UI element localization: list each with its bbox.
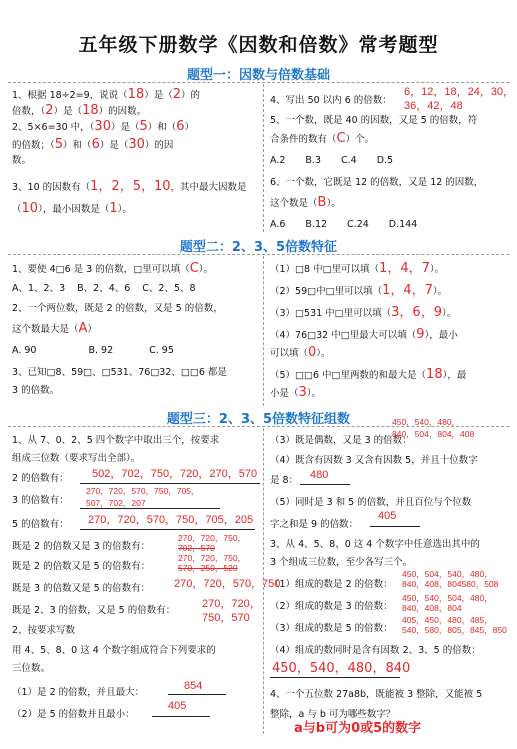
s3-t1-label: （1）组成的数是 2 的倍数： [270, 579, 393, 590]
s3-l6-answer: 270，720，570，750 [174, 578, 281, 590]
s3-l7-answer-2: 750，570 [202, 612, 250, 624]
s2-r2: （2）59□中□里可以填（1，4，7）。 [270, 283, 448, 298]
s3-l2-answer-2: 507，702，207 [86, 498, 146, 508]
s3-l2-answer-1: 270，720，570，750，705， [86, 486, 200, 496]
s3-q2-line3: 三位数。 [12, 663, 51, 674]
answer-line [80, 529, 255, 530]
s3-rr3-answer-2: 840，504，804，408 [392, 429, 475, 439]
s3-rr4-line2: 是 8： [270, 475, 299, 486]
s3-t3-label: （3）组成的数是 5 的倍数： [270, 623, 393, 634]
s1-q2-line1: 2、5×6=30 中，（30）是（5）和（6） [12, 119, 195, 134]
s3-q2-line2: 用 4、5、8、0 这 4 个数字组成符合下列要求的 [12, 645, 216, 656]
s3-l4-answer-2: 702，570 [178, 543, 215, 553]
s3-t4-answer: 450，540，480，840 [272, 661, 411, 676]
s3-l4-answer-1: 270，720，750， [178, 533, 247, 543]
s3-q4-answer: a与b可为0或5的数字 [294, 721, 422, 736]
section-heading-2: 题型二：2、3、5倍数特征 [179, 240, 338, 255]
answer-line [300, 484, 350, 485]
s3-rr4-answer: 480 [310, 469, 329, 481]
s3-rr3-label: （3）既是偶数，又是 3 的倍数： [270, 435, 412, 446]
answer-line [80, 483, 260, 484]
s3-rr4-line1: （4）既含有因数 3 又含有因数 5，并且十位数字 [270, 455, 478, 466]
s3-q4-line2: 整除，a 与 b 可为哪些数字？ [270, 709, 396, 720]
s3-l7-answer-1: 270，720， [202, 598, 261, 610]
s3-t4-label: （4）组成的数同时是含有因数 2、3、5 的倍数： [270, 645, 481, 656]
s3-t2-label: （2）组成的数是 3 的倍数： [270, 601, 393, 612]
answer-line [168, 694, 226, 695]
s3-q4-line1: 4、一个五位数 27a8b，既能被 3 整除，又能被 5 [270, 689, 483, 700]
s3-q2-line1: 2、按要求写数 [12, 625, 76, 636]
column-divider [263, 256, 264, 406]
s1-q3-line2: （10），最小因数是（1）。 [12, 201, 132, 216]
s3-l3-answer: 270，720，570，750，705，205 [88, 514, 254, 526]
s1-q1-line2: 倍数，（2）是（18）的因数。 [12, 103, 147, 118]
s1-q4-answer-1: 6，12，18，24，30， [404, 86, 515, 98]
s1-q1-line1: 1、根据 18÷2=9，说说（18）是（2）的 [12, 87, 201, 102]
s3-t1-answer-2: 840，408，804580，508 [402, 579, 499, 589]
s2-r5-line2: 小是（3）。 [270, 385, 322, 400]
s3-q1-line1: 1、从 7、0、2、5 四个数字中取出三个，按要求 [12, 435, 220, 446]
s3-l5-label: 既是 2 的倍数又是 5 的倍数有： [12, 561, 151, 572]
s3-l1-answer: 502，702，750，720，270，570 [92, 468, 258, 480]
s3-p1-label: （1）是 2 的倍数，并且最大： [12, 687, 145, 698]
s2-r5-line1: （5）□□6 中□里两数的和最大是（18），最 [270, 367, 467, 382]
s1-q5-line1: 5、一个数，既是 40 的因数，又是 5 的倍数，符 [270, 115, 478, 126]
s2-r4-line1: （4）76□32 中□里最大可以填（9），最小 [270, 327, 458, 342]
s3-q1-line2: 组成三位数（要求写出全部）。 [12, 453, 141, 464]
s3-l5-answer-1: 270，720，750， [178, 553, 247, 563]
s1-q6-line2: 这个数是（B）。 [270, 195, 341, 210]
s3-q3-line2: 3 个组成三位数，至少各写三个。 [270, 557, 413, 568]
s1-q2-line3: 数。 [12, 155, 32, 166]
s3-l2-label: 3 的倍数有： [12, 495, 69, 506]
s1-q5-options: A.2 B.3 C.4 D.5 [270, 155, 394, 166]
s3-t3-answer-1: 405，450，480，485， [402, 615, 493, 625]
divider [8, 254, 509, 256]
column-divider [263, 84, 264, 232]
section-heading-1: 题型一：因数与倍数基础 [186, 68, 330, 83]
s3-rr5-line2: 字之和是 9 的倍数： [270, 519, 359, 530]
page-title: 五年级下册数学《因数和倍数》常考题型 [78, 34, 439, 56]
s3-p2-answer: 405 [168, 700, 187, 712]
s1-q4-answer-2: 36，42，48 [404, 100, 463, 112]
s3-l3-label: 5 的倍数有： [12, 519, 69, 530]
s3-rr3-answer-1: 450，540，480， [392, 417, 461, 427]
s3-t2-answer-2: 840，408，804 [402, 603, 462, 613]
answer-line [370, 526, 420, 527]
s3-l1-label: 2 的倍数有： [12, 473, 69, 484]
s2-q3-line1: 3、已知□8、59□、□531、76□32、□□6 都是 [12, 367, 227, 378]
s1-q3-line1: 3、10 的因数有（1，2，5，10，其中最大因数是 [12, 179, 247, 194]
s3-t1-answer-1: 450，504，540，480， [402, 569, 493, 579]
s1-q6-options: A.6 B.12 C.24 D.144 [270, 219, 418, 230]
s1-q6-line1: 6、一个数，它既是 12 的倍数，又是 12 的因数， [270, 177, 484, 188]
s2-q3-line2: 3 的倍数。 [12, 385, 60, 396]
s3-l7-label: 既是 2、3 的倍数，又是 5 的倍数有： [12, 605, 176, 616]
answer-line [152, 716, 210, 717]
divider [8, 82, 509, 84]
s3-l4-label: 既是 2 的倍数又是 3 的倍数有： [12, 541, 151, 552]
s2-r3: （3）□531 中□里可以填（3，6，9）。 [270, 305, 457, 320]
s3-l6-label: 既是 3 的倍数又是 5 的倍数有： [12, 583, 151, 594]
s3-l5-answer-2: 570，250，520 [178, 563, 238, 573]
s1-q2-line2: 的倍数；（5）和（6）是（30）的因 [12, 137, 174, 152]
s2-q2-line1: 2、一个两位数，既是 2 的倍数，又是 5 的倍数， [12, 303, 223, 314]
s2-q1-line1: 1、要使 4□6 是 3 的倍数，□里可以填（C）。 [12, 261, 214, 276]
answer-line [270, 677, 400, 678]
s2-q1-options: A、1、2、3 B、2、4、6 C、2、5、8 [12, 283, 196, 294]
s3-p1-answer: 854 [184, 680, 203, 692]
s3-t2-answer-1: 450，540，504，480， [402, 593, 493, 603]
s2-r1: （1）□8 中□里可以填（1，4，7）。 [270, 261, 445, 276]
s3-rr5-line1: （5）同时是 3 和 5 的倍数，并且百位与个位数 [270, 497, 472, 508]
s1-q5-line2: 合条件的数有（C）个。 [270, 131, 375, 146]
section-heading-3: 题型三：2、3、5倍数特征组数 [166, 412, 351, 427]
answer-line [80, 508, 220, 509]
s3-rr5-answer: 405 [378, 510, 397, 522]
s2-q2-line2: 这个数最大是（A） [12, 321, 97, 336]
s3-t3-answer-2: 540，580，805，845，850 [402, 625, 507, 635]
s3-p2-label: （2）是 5 的倍数并且最小： [12, 709, 135, 720]
s2-r4-line2: 可以填（0）。 [270, 345, 331, 360]
s1-q4-text: 4、写出 50 以内 6 的倍数： [270, 95, 392, 106]
s2-q2-options: A. 90 B. 92 C. 95 [12, 345, 174, 356]
s3-q3-line1: 3、从 4、5、8、0 这 4 个数字中任意选出其中的 [270, 539, 480, 550]
